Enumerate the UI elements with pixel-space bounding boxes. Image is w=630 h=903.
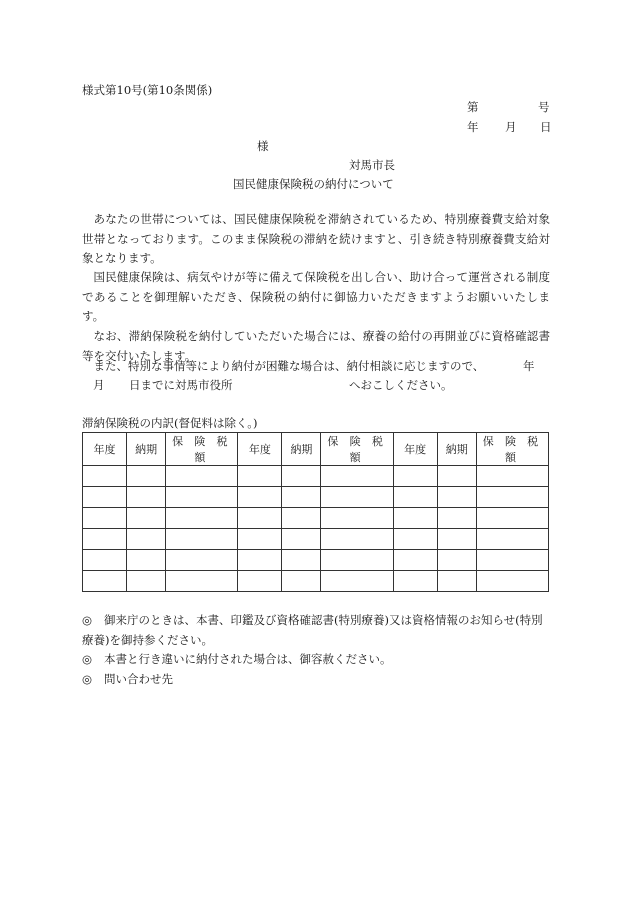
column-header-tax-amount: 保 険 税 額	[321, 433, 393, 466]
column-header-tax-amount: 保 険 税 額	[166, 433, 238, 466]
note-text: 本書と行き違いに納付された場合は、御容赦ください。	[104, 652, 392, 666]
column-header-fiscal-year: 年度	[83, 433, 127, 466]
table-cell	[476, 550, 548, 571]
table-cell	[166, 550, 238, 571]
note-bring-documents	[82, 611, 550, 650]
table-cell	[476, 466, 548, 487]
table-cell	[321, 571, 393, 592]
table-cell	[437, 487, 476, 508]
double-circle-icon: ◎	[82, 613, 93, 627]
table-cell	[476, 487, 548, 508]
table-cell	[127, 487, 166, 508]
issue-number-suffix: 号	[538, 100, 550, 114]
table-row	[83, 466, 549, 487]
table-cell	[238, 571, 282, 592]
table-cell	[393, 487, 437, 508]
addressee-honorific: 様	[257, 139, 269, 153]
deadline-day-office: 日までに対馬市役所	[129, 378, 233, 392]
arrears-breakdown-table	[82, 432, 549, 592]
table-cell	[127, 550, 166, 571]
table-cell	[166, 571, 238, 592]
table-row	[83, 508, 549, 529]
column-header-due-period: 納期	[437, 433, 476, 466]
table-cell	[127, 508, 166, 529]
table-row	[83, 571, 549, 592]
table-cell	[476, 508, 548, 529]
double-circle-icon: ◎	[82, 652, 93, 666]
column-header-fiscal-year: 年度	[238, 433, 282, 466]
issue-number-prefix: 第	[467, 100, 479, 114]
table-cell	[437, 529, 476, 550]
note-text: 御来庁のときは、本書、印鑑及び資格確認書(特別療養)又は資格情報のお知らせ(特別療養)を御持参ください。	[82, 613, 543, 647]
column-header-tax-amount: 保 険 税 額	[476, 433, 548, 466]
note-text: 問い合わせ先	[104, 672, 173, 686]
column-header-due-period: 納期	[127, 433, 166, 466]
table-cell	[282, 487, 321, 508]
table-cell	[166, 487, 238, 508]
document-title: 国民健康保険税の納付について	[233, 177, 394, 191]
table-cell	[321, 487, 393, 508]
table-cell	[166, 529, 238, 550]
date-year-label: 年	[467, 120, 479, 134]
table-cell	[83, 487, 127, 508]
table-cell	[83, 529, 127, 550]
table-cell	[393, 466, 437, 487]
table-cell	[166, 466, 238, 487]
table-cell	[437, 571, 476, 592]
table-cell	[321, 550, 393, 571]
table-cell	[393, 508, 437, 529]
body-paragraph-3: なお、滞納保険税を納付していただいた場合には、療養の給付の再開並びに資格確認書等を交付いたします。	[82, 329, 550, 363]
body-paragraph-1: あなたの世帯については、国民健康保険税を滞納されているため、特別療養費支給対象世帯となっております。このまま保険税の滞納を続けますと、引き続き特別療養費支給対象となります。	[82, 212, 550, 265]
column-header-due-period: 納期	[282, 433, 321, 466]
table-cell	[282, 508, 321, 529]
table-cell	[238, 487, 282, 508]
body-paragraph-2: 国民健康保険は、病気やけが等に備えて保険税を出し合い、助け合って運営される制度であることを御理解いただき、保険税の納付に御協力いただきますようお願いいたします。	[82, 270, 550, 323]
table-cell	[238, 466, 282, 487]
deadline-month-label: 月	[93, 378, 105, 392]
body-paragraph-4-tail: へおこしください。	[349, 378, 453, 392]
table-cell	[127, 529, 166, 550]
table-row	[83, 487, 549, 508]
table-cell	[83, 571, 127, 592]
table-cell	[282, 571, 321, 592]
date-day-label: 日	[540, 120, 552, 134]
table-cell	[393, 529, 437, 550]
table-header-row	[83, 433, 549, 466]
double-circle-icon: ◎	[82, 672, 93, 686]
table-cell	[238, 550, 282, 571]
table-cell	[83, 550, 127, 571]
table-cell	[127, 466, 166, 487]
table-row	[83, 529, 549, 550]
table-cell	[321, 466, 393, 487]
form-number-label: 様式第10号(第10条関係)	[82, 83, 213, 97]
table-cell	[238, 508, 282, 529]
table-cell	[238, 529, 282, 550]
table-cell	[282, 466, 321, 487]
table-cell	[476, 529, 548, 550]
note-contact	[82, 670, 550, 690]
table-cell	[437, 550, 476, 571]
issuer-name: 対馬市長	[349, 158, 395, 172]
table-caption: 滞納保険税の内訳(督促料は除く。)	[82, 416, 258, 430]
table-cell	[476, 571, 548, 592]
table-row	[83, 550, 549, 571]
table-cell	[393, 571, 437, 592]
table-cell	[282, 529, 321, 550]
table-cell	[166, 508, 238, 529]
table-cell	[393, 550, 437, 571]
table-cell	[127, 571, 166, 592]
note-crossed-payment	[82, 650, 550, 670]
body-paragraph-4-line1: また、特別な事情等により納付が困難な場合は、納付相談に応じますので、	[82, 359, 485, 373]
table-cell	[83, 466, 127, 487]
table-cell	[437, 508, 476, 529]
table-cell	[83, 508, 127, 529]
deadline-year-label: 年	[523, 359, 535, 373]
table-cell	[321, 529, 393, 550]
column-header-fiscal-year: 年度	[393, 433, 437, 466]
table-cell	[321, 508, 393, 529]
date-month-label: 月	[505, 120, 517, 134]
table-cell	[282, 550, 321, 571]
table-cell	[437, 466, 476, 487]
